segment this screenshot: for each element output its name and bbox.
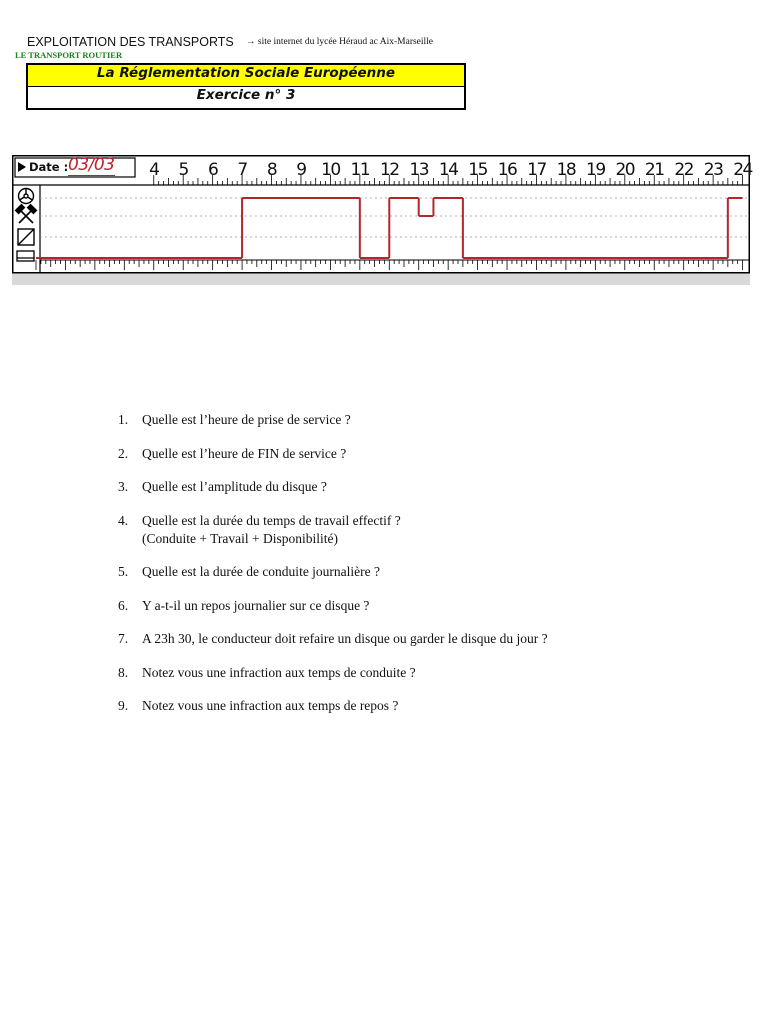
date-label: Date :	[29, 160, 69, 174]
question-text: Quelle est l’heure de prise de service ?	[142, 412, 351, 427]
hour-label: 20	[615, 160, 635, 180]
hour-label: 17	[527, 160, 546, 180]
question-number: 1.	[118, 412, 129, 427]
question-text: Quelle est la durée du temps de travail effectif ?	[142, 512, 401, 528]
question-text: Quelle est l’amplitude du disque ?	[142, 479, 327, 494]
hour-label: 9	[296, 160, 306, 180]
question-number: 8.	[118, 664, 129, 680]
question-item	[0, 445, 768, 463]
document-title: La Réglementation Sociale Européenne	[28, 65, 464, 87]
hour-label: 12	[379, 160, 399, 180]
hour-label: 16	[497, 160, 517, 180]
question-note: (Conduite + Travail + Disponibilité)	[142, 530, 338, 546]
question-number: 5.	[118, 564, 129, 579]
question-number: 6.	[118, 597, 129, 613]
hour-label: 4	[149, 160, 159, 180]
question-text: A 23h 30, le conducteur doit refaire un disque ou garder le disque du jour ?	[142, 631, 548, 646]
hour-label: 13	[409, 160, 429, 180]
question-list	[0, 411, 768, 731]
question-item	[0, 411, 768, 429]
hour-label: 19	[586, 160, 605, 180]
question-item	[0, 478, 768, 496]
tachograph-chart	[12, 155, 750, 285]
date-pointer-icon	[18, 162, 26, 172]
question-number: 9.	[118, 698, 129, 713]
question-number: 3.	[118, 479, 129, 494]
hour-label: 18	[556, 160, 576, 180]
question-item	[0, 597, 768, 615]
hour-label: 23	[703, 160, 723, 180]
scan-shadow-band	[12, 273, 750, 285]
hour-label: 6	[207, 160, 218, 180]
source-note: → site internet du lycée Héraud ac Aix-Marseille	[246, 37, 434, 47]
hour-label: 24	[733, 160, 752, 180]
hour-label: 8	[266, 160, 277, 180]
hour-label: 21	[644, 160, 664, 180]
question-text: Notez vous une infraction aux temps de conduite ?	[142, 664, 416, 680]
hour-label: 10	[321, 160, 340, 180]
question-item	[0, 664, 768, 682]
subject-label: LE TRANSPORT ROUTIER	[15, 50, 123, 60]
hour-label: 7	[237, 160, 247, 180]
hour-label: 22	[674, 160, 693, 180]
question-item	[0, 630, 768, 648]
question-text: Quelle est l’heure de FIN de service ?	[142, 445, 347, 461]
hour-label: 5	[178, 160, 188, 180]
question-text: Y a-t-il un repos journalier sur ce disque ?	[142, 597, 370, 613]
question-number: 7.	[118, 631, 129, 646]
question-number: 4.	[118, 512, 129, 528]
question-item	[0, 697, 768, 715]
course-title: EXPLOITATION DES TRANSPORTS	[27, 35, 234, 49]
question-item	[0, 563, 768, 581]
hour-label: 15	[468, 160, 487, 180]
question-text: Notez vous une infraction aux temps de repos ?	[142, 698, 399, 713]
hour-label: 11	[350, 160, 370, 180]
exercise-number: Exercice n° 3	[196, 87, 296, 103]
question-item	[0, 512, 768, 548]
date-value: 03/03	[68, 155, 115, 175]
hour-label: 14	[438, 160, 458, 180]
title-box	[26, 63, 466, 110]
question-text: Quelle est la durée de conduite journalière ?	[142, 564, 381, 579]
question-number: 2.	[118, 445, 129, 461]
